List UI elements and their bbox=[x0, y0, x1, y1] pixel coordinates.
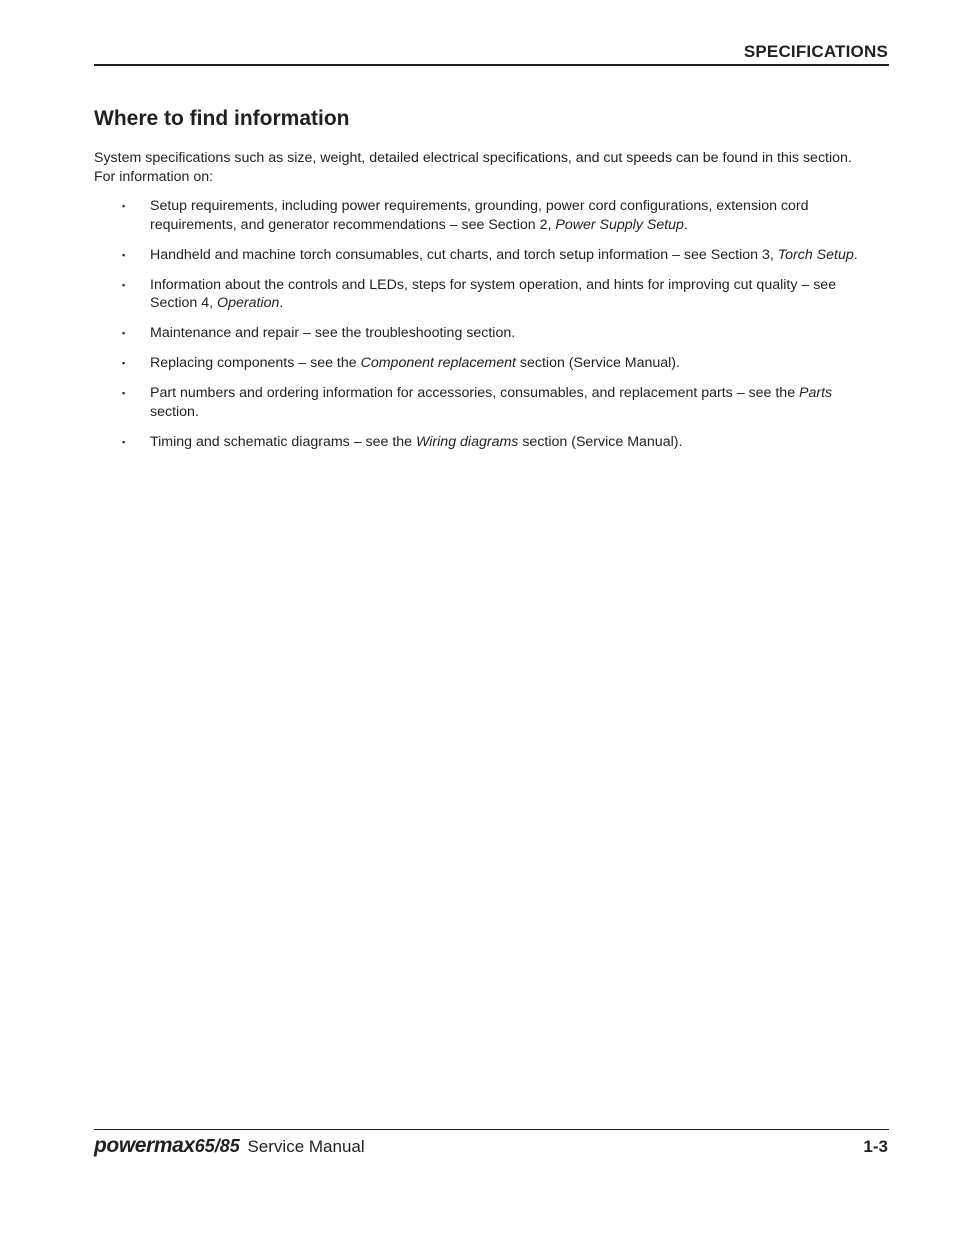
list-item-text: Replacing components – see the bbox=[150, 355, 361, 371]
list-item bbox=[94, 384, 884, 421]
list-item-reference: Wiring diagrams bbox=[416, 433, 519, 450]
list-item-text-end: . bbox=[853, 246, 858, 263]
footer-title bbox=[94, 1134, 365, 1158]
model-number: 65/85 bbox=[194, 1136, 240, 1156]
list-item-text-end: . bbox=[683, 216, 688, 233]
bullet-marker-icon: ▪ bbox=[122, 388, 126, 398]
manual-name: Service Manual bbox=[247, 1137, 365, 1156]
list-item-reference: Parts bbox=[799, 385, 833, 401]
page-title: Where to find information bbox=[94, 107, 350, 130]
list-item-text-end: . bbox=[279, 295, 284, 311]
bullet-marker-icon: ▪ bbox=[122, 436, 126, 447]
bullet-marker-icon: ▪ bbox=[122, 279, 126, 290]
list-item-text-end: section. bbox=[150, 403, 199, 420]
bullet-marker-icon: ▪ bbox=[122, 249, 126, 260]
list-item-text: Timing and schematic diagrams – see the bbox=[150, 433, 417, 450]
bullet-marker-icon: ▪ bbox=[122, 328, 126, 338]
list-item bbox=[94, 324, 884, 343]
list-item-reference: Operation bbox=[217, 295, 280, 311]
info-bullet-list bbox=[94, 197, 884, 463]
intro-paragraph: System specifications such as size, weight, detailed electrical specifications, and cut speeds can be found in this section. For information on: bbox=[94, 150, 852, 185]
list-item bbox=[94, 246, 884, 265]
page-number: 1-3 bbox=[863, 1137, 888, 1156]
list-item bbox=[94, 433, 884, 452]
list-item-text: Setup requirements, including power requirements, grounding, power cord configurations, extension cord requirements, and generator recommendations – see Section 2, bbox=[150, 198, 809, 233]
bullet-marker-icon: ▪ bbox=[122, 201, 126, 211]
brand-wordmark: powermax bbox=[94, 1134, 195, 1157]
list-item-text: Handheld and machine torch consumables, cut charts, and torch setup information – see Section 3, bbox=[150, 246, 778, 263]
list-item-reference: Component replacement bbox=[360, 355, 516, 371]
list-item-reference: Power Supply Setup bbox=[555, 216, 684, 233]
bullet-marker-icon: ▪ bbox=[122, 358, 126, 368]
list-item bbox=[94, 354, 884, 373]
list-item bbox=[94, 276, 884, 313]
list-item-text-end: section (Service Manual). bbox=[515, 355, 680, 371]
header-rule bbox=[94, 64, 889, 66]
list-item-text: Information about the controls and LEDs, steps for system operation, and hints for improving cut quality – see Section 4, bbox=[150, 276, 837, 311]
list-item-text-end: section (Service Manual). bbox=[518, 433, 683, 450]
footer-rule bbox=[94, 1129, 889, 1130]
list-item bbox=[94, 197, 884, 234]
running-header-section: SPECIFICATIONS bbox=[743, 42, 888, 61]
list-item-text: Part numbers and ordering information for accessories, consumables, and replacement parts – see the bbox=[150, 385, 800, 401]
list-item-text: Maintenance and repair – see the troubleshooting section. bbox=[150, 325, 516, 341]
list-item-reference: Torch Setup bbox=[777, 246, 854, 263]
